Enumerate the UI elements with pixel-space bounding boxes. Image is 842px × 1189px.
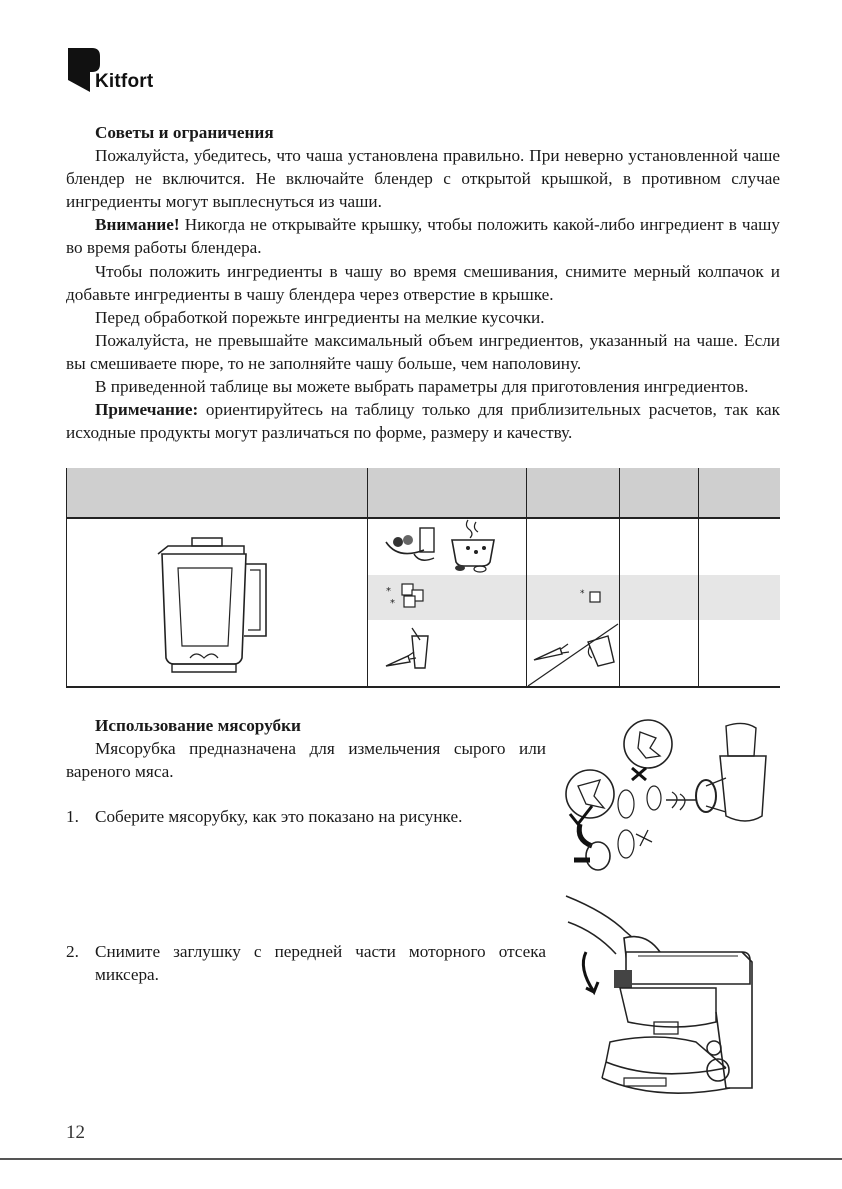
tips-note [66, 398, 780, 444]
warning-label: Внимание! [95, 215, 180, 235]
meat-grinder-section [66, 714, 546, 783]
table-header-row [66, 468, 780, 519]
tips-paragraph-6: В приведенной таблице вы можете выбрать параметры для приготовления ингредиентов. [95, 377, 749, 397]
svg-text:*: * [386, 586, 391, 597]
ice-cube-small-icon [580, 586, 606, 608]
page-number: 12 [66, 1122, 85, 1143]
tips-heading: Советы и ограничения [95, 123, 274, 142]
meat-grinder-heading: Использование мясорубки [95, 716, 301, 735]
tips-paragraph-4: Перед обработкой порежьте ингредиенты на мелкие кусочки. [95, 307, 545, 327]
step-text: Соберите мясорубку, как это показано на рисунке. [95, 807, 463, 826]
meat-grinder-assembly-icon [556, 716, 786, 876]
note-text: ориентируйтесь на таблицу только для приблизительных расчетов, так как исходные продукты могут различаться по форме, размеру и качеству. [66, 400, 780, 443]
tips-warning [66, 213, 780, 259]
warning-text: Никогда не открывайте крышку, чтобы положить какой-либо ингредиент в чашу во время работы блендера. [66, 215, 780, 258]
step-text: Снимите заглушку с передней части моторного отсека миксера. [95, 942, 546, 985]
fruit-bowl-icon [384, 522, 438, 566]
note-label: Примечание: [95, 400, 199, 420]
hot-pot-icon [444, 518, 502, 572]
step-number: 1. [66, 807, 79, 826]
tips-paragraph-1: Пожалуйста, убедитесь, что чаша установлена правильно. При неверно установленной чаше блендер не включится. Не включайте блендер с открытой крышкой, в противном случае ингредиенты могут выплеснуться из чаши. [66, 146, 780, 212]
stand-mixer-remove-cap-icon [566, 892, 780, 1110]
tips-paragraph-5: Пожалуйста, не превышайте максимальный объем ингредиентов, указанный на чаше. Если вы смешиваете пюре, то не заполняйте чашу больше, чем наполовину. [66, 330, 780, 373]
carrot-juice-icon [384, 626, 434, 678]
step-number: 2. [66, 942, 79, 961]
carrot-measuring-cup-icon [528, 620, 618, 686]
blender-jar-icon [150, 532, 270, 674]
meat-grinder-intro: Мясорубка предназначена для измельчения сырого или вареного мяса. [66, 739, 546, 782]
list-item [66, 940, 546, 988]
tips-section [66, 121, 780, 444]
footer-divider [0, 1158, 842, 1160]
svg-text:*: * [390, 598, 395, 609]
svg-text:*: * [580, 589, 585, 599]
brand-name: Kitfort [95, 71, 154, 92]
blender-settings-table [66, 468, 780, 688]
tips-paragraph-3: Чтобы положить ингредиенты в чашу во время смешивания, снимите мерный колпачок и добавьте ингредиенты в чашу блендера через отверстие в крышке. [66, 261, 780, 304]
list-item [66, 805, 546, 829]
ice-cubes-icon [386, 580, 430, 614]
